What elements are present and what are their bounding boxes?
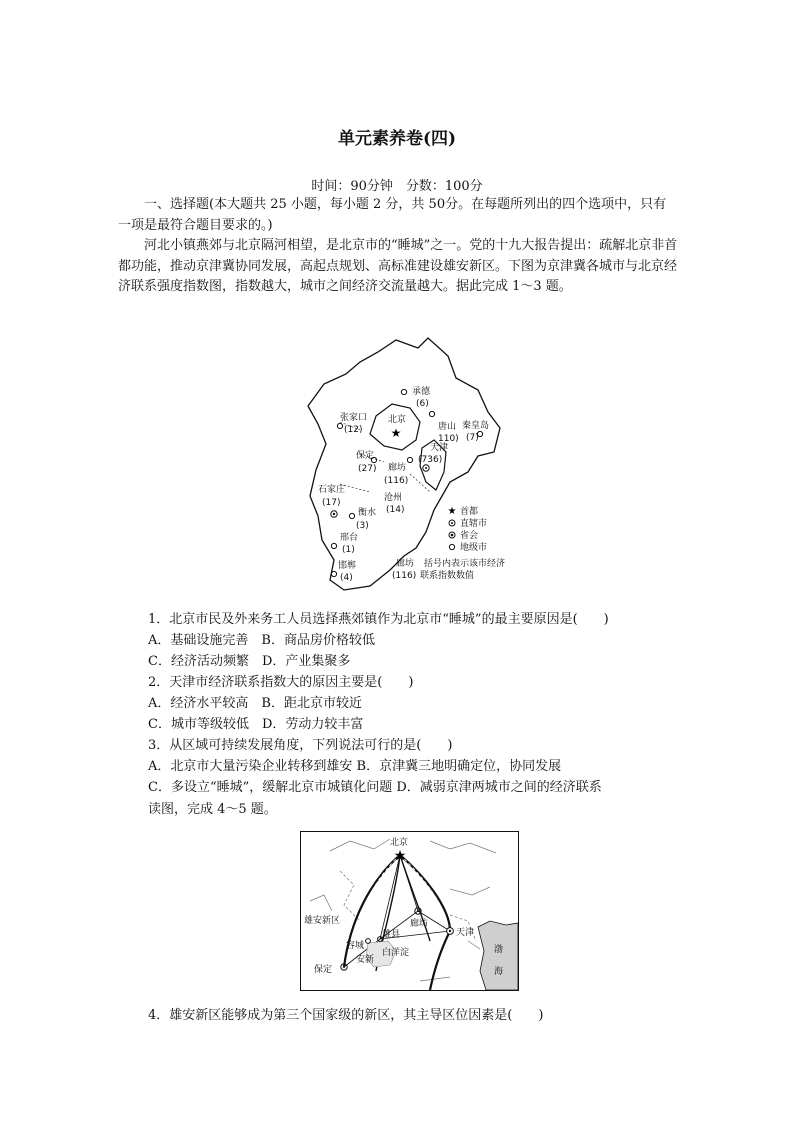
label-langfang: 廊坊 <box>410 919 429 929</box>
city-name-baoding: 保定 <box>356 451 375 461</box>
city-name-cangzhou: 沧州 <box>384 493 403 503</box>
city-index-cangzhou: (14) <box>386 505 405 515</box>
langfang-marker <box>407 457 412 462</box>
legend-example-name: 廊坊 <box>396 559 415 569</box>
question-1-options-ab: A．基础设施完善 B．商品房价格较低 <box>148 633 375 648</box>
city-index-qinhuangdao: (7) <box>466 433 479 443</box>
city-index-tangshan: 110) <box>438 434 459 444</box>
city-name-xingtai: 邢台 <box>340 533 359 543</box>
label-xiongan: 雄安新区 <box>304 916 341 926</box>
city-index-xingtai: (1) <box>342 545 355 555</box>
question-3-options-ab: A．北京市大量污染企业转移到雄安 B．京津冀三地明确定位，协同发展 <box>148 759 562 774</box>
legend-prefecture: 地级市 <box>460 543 488 553</box>
city-name-tianjin: 天津 <box>430 443 449 453</box>
jingjinji-economic-map <box>300 334 532 594</box>
handan-marker <box>331 571 336 576</box>
label-baoding: 保定 <box>314 965 333 975</box>
label-anxin: 安新 <box>356 955 375 965</box>
xingtai-marker <box>331 543 336 548</box>
label-baiyangdian: 白洋淀 <box>382 948 410 958</box>
tangshan-marker <box>429 411 434 416</box>
label-xiongxian: 雄县 <box>382 930 401 940</box>
city-index-shijiazhuang: (17) <box>322 498 341 508</box>
question-2-options-ab: A．经济水平较高 B．距北京市较近 <box>148 696 362 711</box>
chengde-marker <box>401 389 406 394</box>
label-bohai-2: 海 <box>494 967 504 977</box>
page-title: 单元素养卷(四) <box>337 129 457 149</box>
city-name-langfang: 廊坊 <box>388 463 407 473</box>
city-name-handan: 邯郸 <box>338 561 357 571</box>
city-index-langfang: (116) <box>384 476 409 486</box>
legend-note-line1: 括号内表示该市经济 <box>424 559 506 569</box>
zhangjiakou-marker <box>337 423 342 428</box>
city-name-qinhuangdao: 秦皇岛 <box>462 421 490 431</box>
label-beijing: 北京 <box>390 838 409 848</box>
question-1-stem: 1．北京市民及外来务工人员选择燕郊镇作为北京市“睡城”的最主要原因是( ) <box>148 612 609 627</box>
legend-note-line2: 联系指数数值 <box>420 571 475 581</box>
question-3-stem: 3．从区域可持续发展角度，下列说法可行的是( ) <box>148 738 453 753</box>
city-index-baoding: (27) <box>358 464 377 474</box>
question-3-options-cd: C．多设立“睡城”，缓解北京市城镇化问题 D．减弱京津两城市之间的经济联系 <box>148 780 602 795</box>
question-4-stem: 4．雄安新区能够成为第三个国家级的新区，其主导区位因素是( ) <box>148 1008 544 1023</box>
question-1-options-cd: C．经济活动频繁 D．产业集聚多 <box>148 654 351 669</box>
exam-meta: 时间：90分钟 分数：100分 <box>311 179 483 194</box>
label-tianjin: 天津 <box>456 928 475 938</box>
city-index-handan: (4) <box>340 573 353 583</box>
question-2-options-cd: C．城市等级较低 D．劳动力较丰富 <box>148 717 364 732</box>
question-2-stem: 2．天津市经济联系指数大的原因主要是( ) <box>148 675 414 690</box>
section-instructions: 一、选择题(本大题共 25 小题，每小题 2 分，共 50分。在每题所列出的四个选项中，只有一项是最符合题目要求的。) <box>118 197 667 233</box>
city-name-hengshui: 衡水 <box>358 508 377 518</box>
passage-2: 读图，完成 4～5 题。 <box>148 802 277 817</box>
city-name-tangshan: 唐山 <box>438 422 457 432</box>
city-name-chengde: 承德 <box>412 387 431 397</box>
city-name-zhangjiakou: 张家口 <box>340 413 368 423</box>
xiongan-area-map <box>300 831 519 991</box>
legend-province-capital: 省会 <box>460 531 479 541</box>
bohai-sea <box>478 921 518 990</box>
hengshui-marker <box>349 513 354 518</box>
map-legend <box>392 505 505 581</box>
city-name-beijing: 北京 <box>388 415 407 425</box>
legend-example-index: (116) <box>392 571 417 581</box>
legend-star-icon: ★ <box>447 506 457 517</box>
passage-1: 河北小镇燕郊与北京隔河相望，是北京市的“睡城”之一。党的十九大报告提出：疏解北京非首都功能，推动京津冀协同发展，高起点规划、高标准建设雄安新区。下图为京津冀各城市与北京经济联系强度指数图，指数越大，城市之间经济交流量越大。据此完成 1～3 题。 <box>118 238 678 294</box>
legend-municipality: 直辖市 <box>460 519 488 529</box>
beijing-star-icon: ★ <box>390 426 402 440</box>
city-name-shijiazhuang: 石家庄 <box>318 485 346 495</box>
label-rongcheng: 容城 <box>346 941 365 951</box>
legend-capital: 首都 <box>460 507 479 517</box>
city-index-hengshui: (3) <box>356 521 369 531</box>
city-index-chengde: (6) <box>416 399 429 409</box>
label-bohai-1: 渤 <box>494 945 504 955</box>
beijing-star-icon: ★ <box>393 848 407 864</box>
city-index-zhangjiakou: (12) <box>344 425 363 435</box>
city-index-tianjin: (736) <box>418 455 443 465</box>
